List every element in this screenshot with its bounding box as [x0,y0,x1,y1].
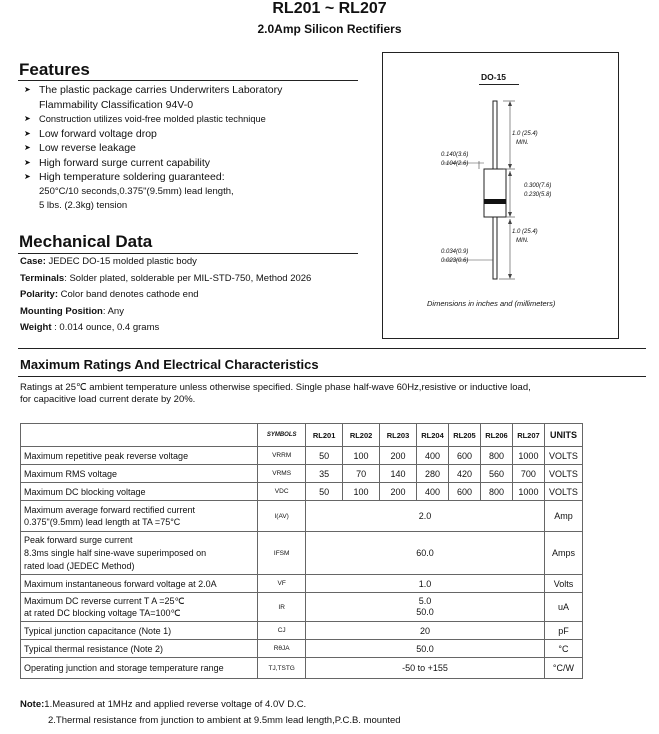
table-row: Maximum DC blocking voltage VDC 50 100 200 400 600 800 1000 VOLTS [21,483,583,501]
package-diagram-box [382,52,619,339]
mech-case: Case: JEDEC DO-15 molded plastic body [20,256,197,267]
table-row: Maximum average forward rectified current 0.375"(9.5mm) lead length at TA =75°C I(AV) 2.0 Amp [21,501,583,532]
table-row: Maximum DC reverse current T A =25℃ at rated DC blocking voltage TA=100℃ IR 5.0 50.0 uA [21,593,583,622]
body-len-max: 0.300(7.6) [524,183,552,189]
diode-body [484,169,506,217]
arrow-icon: ➤ [24,157,31,167]
page-subtitle: 2.0Amp Silicon Rectifiers [257,22,402,36]
table-header-row [21,424,583,447]
lead-dia-min: 0.023(0.6) [441,258,469,264]
lead-dia-max: 0.034(0.9) [441,249,469,255]
feature-item: ➤ The plastic package carries Underwriters Laboratory [24,84,283,96]
arrow-icon: ➤ [24,85,31,94]
table-row: Typical thermal resistance (Note 2) RθJA 50.0 °C [21,640,583,658]
mechanical-heading: Mechanical Data [19,232,153,251]
ratings-intro: Ratings at 25℃ ambient temperature unless otherwise specified. Single phase half-wave 60Hz,resistive or inductive load, for capacitive load current derate by 20%. [20,382,531,405]
arrow-icon: ➤ [24,143,31,152]
table-row: Maximum instantaneous forward voltage at 2.0A VF 1.0 Volts [21,575,583,593]
table-row: Maximum RMS voltage VRMS 35 70 140 280 420 560 700 VOLTS [21,465,583,483]
top-lead [493,101,497,169]
arrow-icon: ➤ [24,128,31,138]
page-title: RL201 ~ RL207 [272,0,387,17]
feature-item-cont: 250°C/10 seconds,0.375"(9.5mm) lead length, [39,185,234,197]
table-row: Typical junction capacitance (Note 1) CJ 20 pF [21,622,583,640]
feature-item: ➤ Construction utilizes void-free molded plastic technique [24,112,364,127]
features-list [24,83,364,214]
note-1: Note:1.Measured at 1MHz and applied reverse voltage of 4.0V D.C. [20,699,307,710]
feature-item: ➤ Low reverse leakage [24,142,136,154]
header-units: UNITS [544,424,582,447]
body-dia-min: 0.104(2.6) [441,161,469,167]
lead-top-min: MIN. [516,140,529,146]
feature-item-cont: 5 lbs. (2.3kg) tension [39,200,128,211]
features-rule [18,80,358,81]
table-row: Peak forward surge current 8.3ms single half sine-wave superimposed on rated load (JEDEC Method) IFSM 60.0 Amps [21,532,583,575]
body-len-min: 0.230(5.8) [524,192,552,198]
mech-terminals: Terminals: Solder plated, solderable per MIL-STD-750, Method 2026 [20,272,312,284]
diagram-caption: Dimensions in inches and (millimeters) [427,299,556,308]
lead-top-dim: 1.0 (25.4) [512,131,538,137]
ratings-rule-bottom [18,376,646,377]
mechanical-list [20,254,365,337]
table-row: Maximum repetitive peak reverse voltage VRRM 50 100 200 400 600 800 1000 VOLTS [21,447,583,465]
diode-drawing [383,53,618,338]
mech-weight: Weight : 0.014 ounce, 0.4 grams [20,322,160,333]
header-rl205: RL205 [448,424,480,447]
lead-bottom-min: MIN. [516,238,529,244]
header-rl201: RL201 [306,424,343,447]
arrow-icon: ➤ [24,172,31,181]
package-label: DO-15 [481,72,507,82]
lead-bottom-dim: 1.0 (25.4) [512,229,538,235]
header-rl204: RL204 [417,424,449,447]
feature-item-cont: Flammability Classification 94V-0 [39,98,194,111]
arrow-icon: ➤ [24,114,31,123]
feature-item: ➤ High temperature soldering guaranteed: [24,171,225,183]
bottom-lead [493,217,497,279]
mech-mounting: Mounting Position: Any [20,305,124,317]
header-rl202: RL202 [343,424,380,447]
body-dia-max: 0.140(3.6) [441,152,469,158]
cathode-band [484,199,506,204]
table-row: Operating junction and storage temperature range TJ,TSTG -50 to +155 °C/W [21,658,583,679]
ratings-rule-top [18,348,646,349]
header-rl207: RL207 [512,424,544,447]
mech-polarity: Polarity: Color band denotes cathode end [20,289,199,300]
header-symbols: SYMBOLS [258,424,306,447]
feature-item: ➤ High forward surge current capability [24,156,210,169]
feature-item: ➤ Low forward voltage drop [24,127,157,140]
features-heading: Features [19,60,90,79]
ratings-heading: Maximum Ratings And Electrical Characteristics [20,357,319,372]
header-rl206: RL206 [480,424,512,447]
note-2: 2.Thermal resistance from junction to ambient at 9.5mm lead length,P.C.B. mounted [48,715,401,726]
header-rl203: RL203 [380,424,417,447]
ratings-table [20,423,583,679]
header-param [21,424,258,447]
